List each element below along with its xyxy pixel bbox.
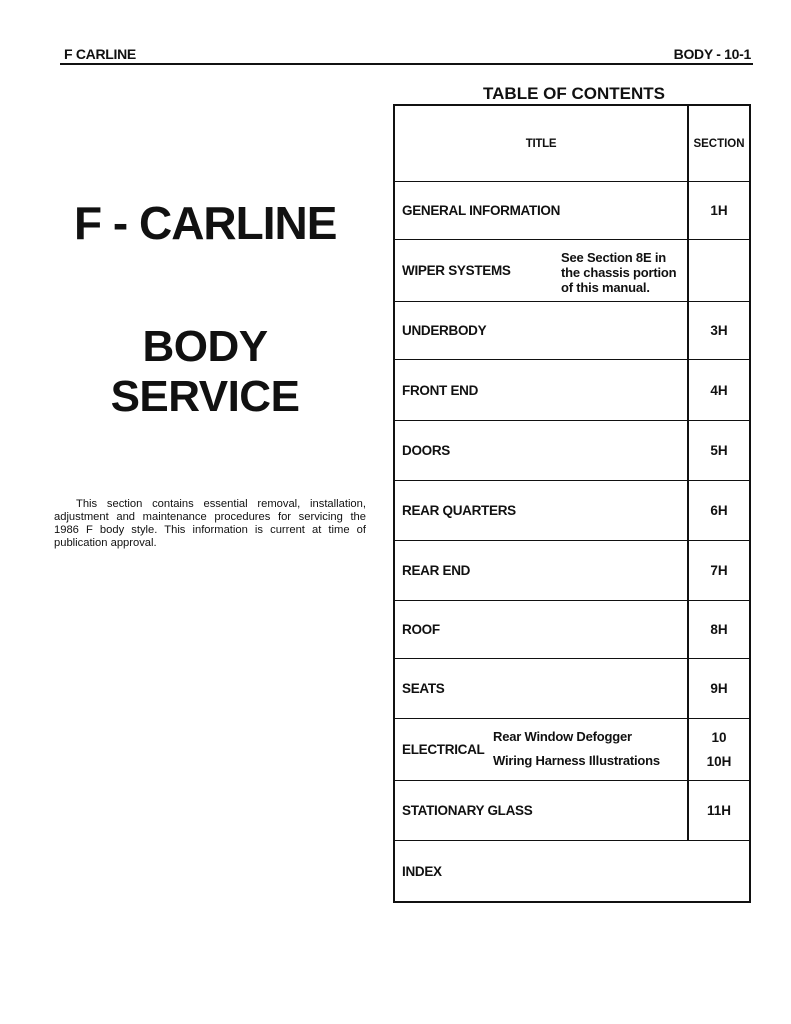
toc-row-electrical[interactable]	[395, 719, 749, 781]
toc-row-rear-end[interactable]	[395, 541, 749, 601]
toc-row-title: WIPER SYSTEMS	[402, 263, 511, 278]
toc-row-section	[689, 719, 749, 780]
toc-row-title: ROOF	[395, 601, 689, 658]
note-line: of this manual.	[561, 280, 650, 295]
toc-row-title: REAR QUARTERS	[395, 481, 689, 540]
toc-row-title: ELECTRICAL	[402, 742, 485, 757]
intro-paragraph: This section contains essential removal, installation, adjustment and maintenance procedures for servicing the 1986 F body style. This information is current at time of publication approval.	[54, 498, 366, 549]
section-value: 10H	[706, 753, 732, 769]
toc-row-title-wrap	[395, 719, 689, 780]
toc-row-wiper-systems[interactable]	[395, 240, 749, 302]
header-left: F CARLINE	[64, 46, 136, 62]
page-title-body-service	[0, 322, 410, 422]
toc-header-row	[395, 106, 749, 182]
toc-col-section: SECTION	[693, 137, 745, 150]
toc-row-roof[interactable]	[395, 601, 749, 659]
toc-row-title: GENERAL INFORMATION	[395, 182, 689, 239]
toc-row-section	[689, 240, 749, 301]
toc-row-title-wrap	[395, 240, 689, 301]
toc-row-seats[interactable]	[395, 659, 749, 719]
toc-row-title: STATIONARY GLASS	[395, 781, 689, 840]
toc-row-stationary-glass[interactable]	[395, 781, 749, 841]
note-line: the chassis portion	[561, 265, 677, 280]
toc-col-title: TITLE	[395, 106, 689, 181]
toc-row-underbody[interactable]	[395, 302, 749, 360]
toc-row-front-end[interactable]	[395, 360, 749, 421]
toc-row-section: 5H	[710, 443, 728, 458]
page-title-carline: F - CARLINE	[74, 197, 337, 249]
toc-row-title: SEATS	[395, 659, 689, 718]
toc-row-section: 6H	[710, 503, 728, 518]
toc-row-sublist	[493, 725, 660, 773]
toc-row-section: 1H	[710, 203, 728, 218]
section-value: 10	[711, 729, 727, 745]
sublist-item: Rear Window Defogger	[493, 729, 632, 744]
toc-row-title: INDEX	[402, 863, 442, 879]
toc-heading: TABLE OF CONTENTS	[483, 84, 665, 103]
title-line-service: SERVICE	[110, 372, 300, 421]
toc-row-section: 3H	[710, 323, 728, 338]
toc-row-title: REAR END	[395, 541, 689, 600]
toc-row-section: 11H	[706, 803, 732, 818]
toc-row-index[interactable]	[395, 841, 749, 901]
toc-row-note	[561, 250, 676, 295]
toc-row-section: 7H	[710, 563, 728, 578]
toc-row-title: FRONT END	[395, 360, 689, 420]
toc-row-section: 8H	[710, 622, 728, 637]
section-stack	[707, 726, 732, 774]
toc-row-rear-quarters[interactable]	[395, 481, 749, 541]
toc-row-title: DOORS	[395, 421, 689, 480]
header-right: BODY - 10-1	[673, 46, 751, 62]
toc-row-title: UNDERBODY	[395, 302, 689, 359]
header-rule	[60, 63, 753, 65]
note-line: See Section 8E in	[561, 250, 666, 265]
toc-row-section: 4H	[710, 382, 728, 398]
toc-table	[393, 104, 751, 903]
title-line-body: BODY	[142, 322, 268, 371]
toc-row-doors[interactable]	[395, 421, 749, 481]
toc-row-general-information[interactable]	[395, 182, 749, 240]
sublist-item: Wiring Harness Illustrations	[493, 753, 660, 768]
toc-row-section: 9H	[710, 681, 728, 696]
